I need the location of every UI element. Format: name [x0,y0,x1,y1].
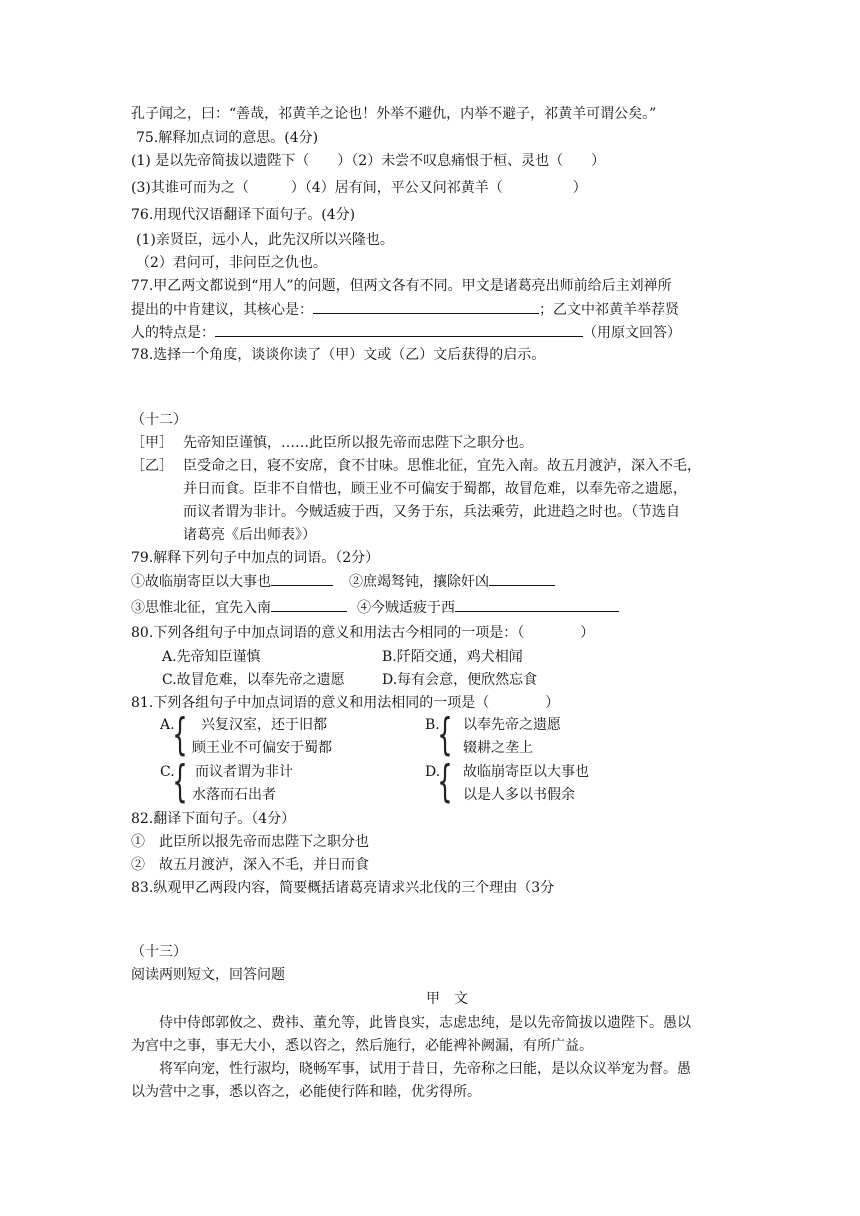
q79-blank-d[interactable] [455,597,619,612]
q77-line2-prefix: 提出的中肯建议，其核心是： [131,302,313,318]
section-12-heading: （十二） [131,412,187,428]
q81-c-brace: { [172,756,188,807]
q81-b-line2: 辍耕之垄上 [463,740,533,756]
q77-line2 [131,299,679,320]
q78-title: 78.选择一个角度，谈谈你读了（甲）文或（乙）文后获得的启示。 [131,347,546,363]
section-13-title: 甲 文 [426,991,468,1007]
q79-item-a [131,571,333,592]
section-12-yi-line2: 并日而食。臣非不自惜也，顾王业不可偏安于蜀都，故冒危难，以奉先帝之遗愿， [183,481,687,497]
q76-sentence-1: (1)亲贤臣，远小人，此先汉所以兴隆也。 [136,232,394,248]
q79-item-d [357,597,619,618]
section-13-para2-line1: 将军向宠，性行淑均，晓畅军事，试用于昔日，先帝称之曰能，是以众议举宠为督。愚 [159,1061,691,1077]
q81-c-line1: 而议者谓为非计 [195,764,293,780]
passage-ending: 孔子闻之，曰：“善哉，祁黄羊之论也！外举不避仇，内举不避子，祁黄羊可谓公矣。” [131,106,657,122]
q81-d-line2: 以是人多以书假余 [463,787,575,803]
q81-a-line1: 兴复汉室，还于旧都 [201,717,327,733]
q79-item-c-text: ③思惟北征，宜先入南 [131,600,271,616]
section-13-para1-line1: 侍中侍郎郭攸之、费祎、董允等，此皆良实，志虑忠纯，是以先帝简拔以遗陛下。愚以 [159,1015,691,1031]
section-12-yi-line1: 臣受命之日，寝不安席，食不甘味。思惟北征，宜先入南。故五月渡泸，深入不毛， [183,458,701,474]
q81-c-label: C. [160,764,175,780]
q81-b-line1: 以奉先帝之遗愿 [463,717,561,733]
q81-b-label: B. [425,717,440,733]
q76-sentence-2: （2）君问可，非问臣之仇也。 [136,255,327,271]
section-13-intro: 阅读两则短文，回答问题 [131,967,285,983]
q79-title: 79.解释下列句子中加点的词语。（2分） [131,550,380,566]
q80-option-a: A.先帝知臣谨慎 [162,649,261,665]
q80-option-b: B.阡陌交通，鸡犬相闻 [382,649,523,665]
q82-sentence-2: ② 故五月渡泸，深入不毛，并日而食 [131,857,369,873]
q76-title: 76.用现代汉语翻译下面句子。(4分) [131,207,356,223]
q79-item-a-text: ①故临崩寄臣以大事也 [131,574,271,590]
q82-sentence-1: ① 此臣所以报先帝而忠陛下之职分也 [131,834,369,850]
q79-item-b [349,571,555,592]
section-13-heading: （十三） [131,944,187,960]
q79-item-c [131,597,347,618]
q81-d-line1: 故临崩寄臣以大事也 [463,764,589,780]
q81-a-brace: { [172,709,188,760]
section-12-yi-line4: 诸葛亮《后出师表》） [183,527,316,543]
q81-a-line2: 顾王业不可偏安于蜀都 [192,740,332,756]
q81-title: 81.下列各组句子中加点词语的意义和用法相同的一项是（ ） [131,695,560,711]
section-13-para1-line2: 为宫中之事，事无大小，悉以咨之，然后施行，必能裨补阙漏，有所广益。 [131,1038,593,1054]
q80-option-d: D.每有会意，便欣然忘食 [382,672,538,688]
q81-d-label: D. [425,764,441,780]
section-12-yi-line3: 而议者谓为非计。今贼适疲于西，又务于东，兵法乘劳，此进趋之时也。（节选自 [183,504,680,520]
q82-title: 82.翻译下面句子。（4分） [131,811,296,827]
q77-answer-blank-2[interactable] [215,322,583,337]
q79-blank-c[interactable] [271,597,347,612]
section-12-jia-tag: ［甲］ [131,435,173,451]
q75-line1: (1) 是以先帝简拔以遗陛下（ ）（2）未尝不叹息痛恨于桓、灵也（ ） [131,153,606,169]
q81-d-brace: { [437,756,453,807]
q79-item-b-text: ②庶竭驽钝，攘除奸凶 [349,574,489,590]
q80-title: 80.下列各组句子中加点词语的意义和用法古今相同的一项是：（ ） [131,625,595,641]
q79-blank-a[interactable] [271,571,333,586]
q75-title: 75.解释加点词的意思。(4分) [136,130,319,146]
q77-line3 [131,322,681,343]
q77-answer-blank-1[interactable] [313,299,539,314]
q83-title: 83.纵观甲乙两段内容，简要概括诸葛亮请求兴北伐的三个理由（3分 [131,880,555,896]
q77-line3-prefix: 人的特点是： [131,325,215,341]
q75-line2: (3)其谁可而为之（ ）（4）居有间，平公又问祁黄羊（ ） [131,180,587,196]
q77-line1: 77.甲乙两文都说到“用人”的问题，但两文各有不同。甲文是诸葛亮出师前给后主刘禅所 [131,278,672,294]
q77-line2-suffix: ；乙文中祁黄羊举荐贤 [539,302,679,318]
q80-option-c: C.故冒危难，以奉先帝之遗愿 [162,672,345,688]
section-13-para2-line2: 以为营中之事，悉以咨之，必能使行阵和睦，优劣得所。 [131,1084,481,1100]
q81-b-brace: { [437,709,453,760]
q77-line3-suffix: （用原文回答） [583,325,681,341]
section-12-yi-tag: ［乙］ [131,458,173,474]
q79-item-d-text: ④今贼适疲于西 [357,600,455,616]
q81-a-label: A. [160,717,175,733]
q81-c-line2: 水落而石出者 [192,787,276,803]
q79-blank-b[interactable] [489,571,555,586]
section-12-jia-text: 先帝知臣谨慎，……此臣所以报先帝而忠陛下之职分也。 [183,435,533,451]
